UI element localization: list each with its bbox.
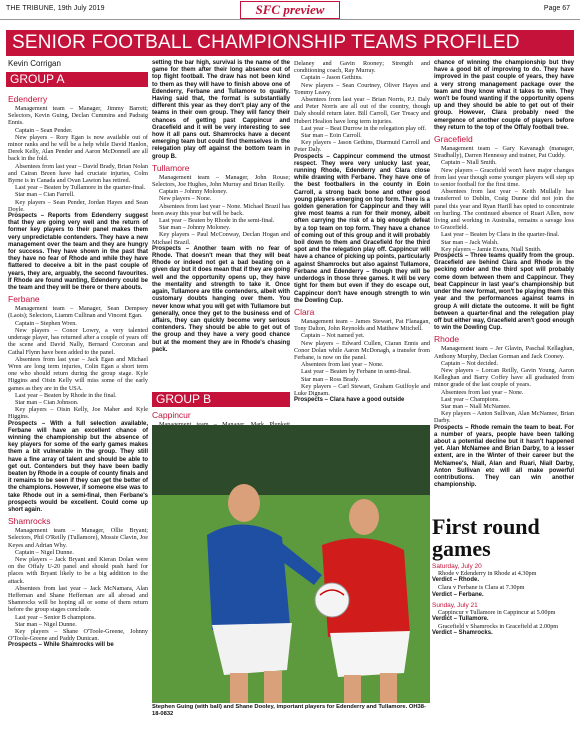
column-2 [152, 60, 290, 354]
article-paragraph: Absentees from last year – Jack McNamara, Alan Heffernan and Shane Heffernan are all abroad and Shamrocks will be hoping all or some of them return before the group stages conclude. [8, 584, 148, 614]
article-paragraph: New players – Edward Cullen, Ciaran Ennis and Conor Dolan while Aaron McDonagh, a transfer from Ferbane, is now on the panel. [294, 339, 430, 361]
article-paragraph: Prospects – Another team with no fear of Rhode. That doesn't mean that they will beat Rhode or indeed not get a bad beating on a given day but it does mean that if they are going well and the opportunity opens up, they have the mentality and strength to take it. Once again, Tullamore are title contenders, albeit with customary doubts hanging over them. You never know what you will get with Tullamore but generally, once they get to the business end of affairs, they can quickly become very serious contenders. They should be able to get out of the group and they have a very good chance but at the moment they are in Rhode's chasing pack. [152, 245, 290, 353]
article-paragraph: Management team – Manager, Ollie Bryant; Selectors, Phil O'Reilly (Tullamore), Mossie Clavin, Joe Keyes and Adrian Why. [8, 527, 148, 549]
article-paragraph: Captain – Not named yet. [301, 332, 365, 340]
article-paragraph: Captain – Johnny Moloney. [159, 188, 228, 196]
article-paragraph: Last year – Beaten by Rhode in the semi-final. [159, 217, 275, 225]
fixture-line: Rhode v Edenderry in Rhode at 4.30pm [438, 570, 537, 577]
article-paragraph: Captain – Nigel Dunne. [15, 548, 74, 556]
article-paragraph: Absentees from last year – None. [441, 388, 524, 396]
article-paragraph: Star man – Jack Walsh. [441, 238, 499, 246]
article-paragraph: Star man – Eoin Carroll. [301, 132, 362, 140]
column-3 [294, 60, 430, 404]
football-action-photo [152, 425, 430, 703]
fixture-list [432, 563, 574, 638]
article-paragraph: Key players – Anton Sullivan, Alan McNamee, Brian Darby. [434, 410, 574, 425]
match-photo [152, 425, 430, 703]
article-paragraph: Prospects – Rhode remain the team to beat. For a number of years, people have been talking about a potential decline but it hasn't happened yet. Alan McNamee and Brian Darby, to a lesser extent, are in the Winter of their career but the McNamee's, Niall, Alan and Ruari, Niall Darby, Anton Sullivan etc will all make powerful contributions. They can win another championship. [434, 424, 574, 489]
section-tag: SFC preview [240, 1, 340, 19]
article-paragraph: Captain – Jason Gethins. [301, 74, 363, 82]
article-paragraph: Last year – Beaten by Rhode in the final. [15, 391, 117, 399]
article-paragraph: Key players – Shane O'Toole-Greene, Johnny O'Toole-Greene and Paddy Dunican. [8, 628, 148, 643]
article-paragraph: New players – Gracefield won't have major changes from last year though some younger players will step up to senior football for the first time. [434, 166, 574, 189]
page-number: Page 67 [543, 5, 570, 12]
article-paragraph: Key players – Carl Stewart, Graham Guilfoyle and Luke Dignam. [294, 382, 430, 397]
article-paragraph: Absentees from last year – None. [301, 361, 384, 369]
article-paragraph: Prospects – Cappincur commend the utmost respect. They were very unlucky last year, running Rhode, Edenderry and Clara close while drawing with Ferbane. They have one of the best footballers in the county in Eoin Carroll, a strong back bone and other good young players emerging on top form. There is a golden generation for Cappincur and they will give most teams a run for their money, albeit often carrying the risk of a big enough defeat by a top team on top form. They have a chance of coming out of this group and it will probably boil down to them and Gracefield for the third spot and the relegation play off. Cappincur will have a chance of picking up points, particularly against Shamrocks but also against Tullamore, Ferbane and Edenderry – though they will be underdogs in those three games. It will be very tight for them but even if they do escape out, Cappincur don't have enough strength to win the Dowling Cup. [294, 153, 430, 304]
fixture-verdict: Verdict – Ferbane. [432, 591, 484, 598]
article-paragraph: Key players – Jamie Evans, Niall Smith. [441, 245, 542, 253]
article-paragraph: Star man – Ross Brady. [301, 375, 360, 383]
photo-caption: Stephen Guing (with ball) and Shane Dooley, important players for Edenderry and Tullamore. OH38-18-0832 [152, 704, 426, 717]
byline: Kevin Corrigan [8, 59, 61, 68]
publication-line: THE TRIBUNE, 19th July 2019 [6, 5, 105, 12]
column-4 [434, 60, 574, 489]
fixture-line: Gracefield v Shamrocks in Gracefield at 2.00pm [438, 623, 559, 631]
article-paragraph: Prospects – While Shamrocks will be [8, 642, 114, 649]
fixture-day: Saturday, July 20 [432, 563, 482, 570]
article-paragraph: Captain – Niall Smith. [441, 159, 497, 167]
article-paragraph: Last year – Beaten by Ferbane in semi-final. [301, 368, 411, 376]
fixture-line: Clara v Ferbane is Clara at 7.30pm [438, 584, 525, 592]
article-paragraph: Key players – Paul McConway, Declan Hogan and Michael Brazil. [152, 231, 290, 246]
team-heading: Rhode [434, 334, 460, 345]
team-heading: Cappincur [152, 410, 191, 420]
group-a-heading: GROUP A [6, 72, 148, 87]
article-paragraph: Absentees from last year – None. Michael Brazil has been away this year but will be back. [152, 202, 290, 217]
column-1 [8, 92, 148, 650]
article-paragraph: Star man – Johnny Moloney. [159, 224, 231, 232]
article-paragraph: chance of winning the championship but they have a good bit of improving to do. They have improved in the past couple of years, they have a very strong management package over the team and they know what it takes to win. They won't be found wanting if the opportunity opens up and they should be able to get out of their group. However, Clara probably need the emergence of another couple of players before they return to the top of the Offaly football tree. [434, 60, 574, 131]
article-paragraph: New players – Jack Bryant and Kieran Dolan were on the Offaly U-20 panel and should push hard for places with Bryant likely to be a big addition to the attack. [8, 555, 148, 585]
headline-banner: SENIOR FOOTBALL CHAMPIONSHIP TEAMS PROFILED [6, 30, 574, 56]
article-paragraph: Management team – Gary Kavanagh (manager, Stradbally), Darren Hennessy and trainer, Pat Cuddy. [434, 145, 574, 160]
group-b-heading: GROUP B [152, 392, 290, 407]
fixture-verdict: Verdict – Shamrocks. [432, 630, 493, 637]
article-paragraph: Last year – Champions. [441, 395, 500, 403]
team-heading: Clara [294, 306, 315, 317]
article-paragraph: New players – Conor Lowry, a very talented underage player, has returned after a couple of years off the scene and David Nally, Bernard Corcoran and Cathal Flynn have been added to the panel. [8, 326, 148, 356]
article-paragraph: Absentees from last year – Keith Mullally has transferred to Dublin, Craig Dunne did not join the panel this year and Ryan Harill has opted to concentrate on hurling. The continued absence of Ruari Allen, now living and working in Australia, remains a savage loss to Gracefield. [434, 188, 574, 232]
article-paragraph: Key players – Oisin Kelly, Joe Maher and Kyle Higgins. [8, 406, 148, 421]
article-paragraph: Delaney and Gavin Rooney; Strength and conditioning coach, Ray Murray. [294, 60, 430, 75]
first-round-box [432, 516, 574, 638]
first-round-title: First round games [432, 514, 540, 561]
fixture-verdict: Verdict – Rhode. [432, 577, 480, 584]
article-paragraph: Star man – Nigel Dunne. [15, 620, 77, 628]
article-paragraph: Last year – Beaten by Tullamore in the quarter-final. [15, 184, 146, 192]
article-paragraph: Management team – Manager, John Rouse; Selectors, Joe Hughes, John Murray and Brian Reilly. [152, 173, 290, 189]
article-paragraph: Last year – Senior B champions. [15, 613, 96, 621]
fixture-line: Cappincur v Tullamore in Cappincur at 5.00pm [438, 608, 556, 616]
article-paragraph: Last year – Beat Durrow in the relegation play off. [301, 124, 427, 132]
article-paragraph: Prospects – With a full selection available, Ferbane will have an excellent chance of winning the championship but the absence of key players for some of the early games makes them a bit vulnerable in the group. They still have a fine array of talent and should be able to get out. Contenders but they have been badly beaten by Rhode in a couple of county finals and it remains to be seen if they can get the better of the champions. However, if someone else was to take Rhode out in a semi-final, then Ferbane's prospects would be excellent. Could come up short again. [8, 420, 148, 513]
article-paragraph: Captain – Not decided. [441, 359, 499, 367]
article-paragraph: Management team – James Stewart, Pat Flanagan, Tony Dalton, John Reynolds and Matthew Mitchell. [294, 317, 430, 333]
article-paragraph: Star man – Niall McNamee. [441, 402, 511, 410]
fixture-day: Sunday, July 21 [432, 601, 478, 609]
article-paragraph: Key players – Sean Pender, Jordan Hayes and Sean Doyle. [8, 198, 148, 213]
article-paragraph: Last year – Beaten by Clara in the quarter-final. [441, 231, 560, 239]
team-heading: Edenderry [8, 94, 48, 104]
article-paragraph: New players – None. [159, 195, 212, 203]
article-paragraph: Star man – Cian Farrell. [15, 191, 75, 199]
team-heading: Ferbane [8, 294, 40, 305]
article-paragraph: New players – Sean Courtney, Oliver Hayes and Tommy Leavy. [294, 81, 430, 96]
article-paragraph: Captain – Sean Pender. [15, 126, 73, 134]
article-paragraph: Management team – Manager, Sean Dempsey (Laois); Selectors, Liamm Cullinan and Vincent Egan. [8, 305, 148, 320]
fixture-verdict: Verdict – Tullamore. [432, 616, 489, 623]
article-paragraph: Star man – Cian Johnson. [15, 398, 79, 406]
article-paragraph: Prospects – Clara have a good outside [294, 397, 405, 404]
article-paragraph: Absentees from last year – David Brady, Brian Nolan and Cairan Breen have had cruciate injuries, Colm Byrne is in Canada and Ovan Lawton has retired. [8, 162, 148, 185]
article-paragraph: New players – Lorcan Reilly, Gavin Young, Aaron Kelleghan and Barry Coffey have all graduated from minor grade of the last couple of years. [434, 366, 574, 389]
team-heading: Tullamore [152, 162, 190, 173]
article-paragraph: Prospects – Reports from Edenderry suggest that they are going very well and the return of former key players to their panel makes them very unpredictable contenders. They have a new management over the team and they are hungry for success. They have shown in the past that they have no fear of Rhode and while they have flattered to deceive a bit in the past couple of years, they are, arguably, the second favourites. If Rhode are found wanting, Edenderry could be the team and they will be there or there abouts. [8, 213, 148, 292]
team-heading: Shamrocks [8, 516, 51, 527]
article-paragraph: Captain – Stephen Wren. [15, 319, 77, 327]
team-heading: Gracefield [434, 134, 473, 145]
article-paragraph: New players – Rory Egan is now available out of minor ranks and he will be a help while David Hanlon, Derek Kelly, Alan Pender and Aaron McDonnell are all back in the fold. [8, 133, 148, 163]
article-paragraph: Prospects – Three teams qualify from the group. Gracefield are behind Clara and Rhode in the pecking order and the third spot will probably come down between them and Cappincur. They beat Cappincur in last year's championship but under the new format, won't be playing them this year and the performances against teams in group A will dictate the outcome. It will be fight between a quarter-final and the relegation play off but either way, Gracefield aren't good enough to win the Dowling Cup. [434, 253, 574, 332]
article-paragraph: Absentees from last year – Jack Egan and Michael Wren are long term injuries, Colin Egan a short term one who should return during the group stage. Kyle Higgins and Oisin Kelly will miss some of the early games as they are in the USA. [8, 355, 148, 392]
article-paragraph: Management team – Jer Glavin, Paschal Kellaghan, Anthony Murphy, Declan Gorman and Jack Cooney. [434, 345, 574, 360]
article-paragraph: Management team – Manager, Jimmy Barrett; Selectors, Kevin Guing, Declan Cummins and Padraig Ennis. [8, 105, 148, 127]
article-paragraph: setting the bar high, survival is the name of the game for them after their long absence out of top flight football. The draw has not been kind to them as they will have to finish above one of Edenderry, Ferbane and Tullamore to qualify. Having said that, the format is substantially different this year as they don't play any of the teams in their own group. They will fancy their chances of getting past Cappincur and Gracefield and it will be very interesting to see how it all pans out. Shamrocks have a decent emerging team but could find themselves in the relegation play off against the bottom team in group B. [152, 60, 290, 160]
page-header [0, 0, 580, 20]
article-paragraph: Absentees from last year – Brian Norris, P.J. Daly and Peter Norris are all out of the country, though Daly should return later. Bill Carroll, Ger Treacy and Hubert Healion have long term injuries. [294, 96, 430, 125]
article-paragraph: Key players – Jason Gethins, Diarmuid Carroll and Peter Daly. [294, 139, 430, 154]
